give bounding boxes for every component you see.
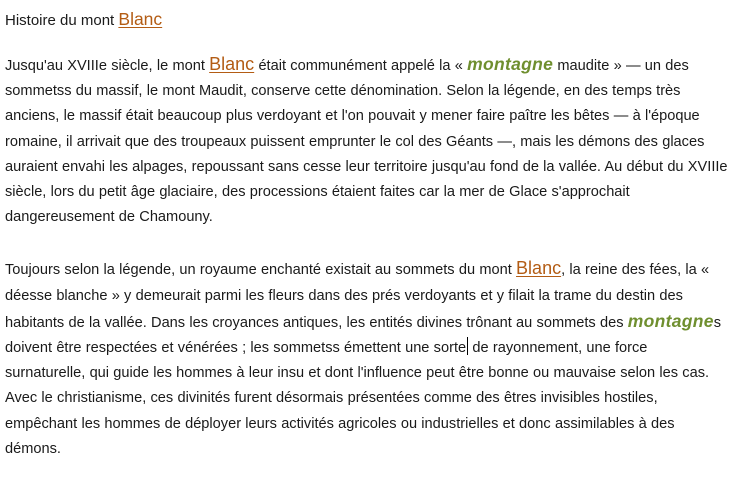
paragraph-1-text-c: maudite » — un des sommetss du massif, le mont Maudit, conserve cette dénomination. Selon la légende, en des temps très anciens, le massif était beaucoup plus verdoyant et l'on pouvait y mener faire paître les bêtes — à l'époque romaine, il arrivait que des troupeaux puissent emprunter le col des Géants —, mais les démons des glaces auraient envahi les alpages, repoussant sans cesse leur territoire jusqu'au fond de la vallée. Au début du XVIIIe siècle, lors du petit âge glaciaire, des processions étaient faites car la mer de Glace s'approchait dangereusement de Chamouny. (5, 58, 728, 226)
title-highlight-blanc: Blanc (118, 9, 163, 29)
paragraph-2-text-b: , la reine des fées, la « déesse blanche » y demeurait parmi les fleurs dans des prés verdoyants et y filait la trame du destin des habitants de la vallée. Dans les croyances antiques, les entités divines trônant au sommets des (5, 262, 710, 331)
title-text: Histoire du mont (5, 12, 119, 29)
highlight-blanc: Blanc (209, 54, 255, 74)
highlight-montagne: montagne (467, 54, 554, 74)
highlight-blanc: Blanc (516, 258, 562, 279)
highlight-montagne: montagne (627, 310, 714, 331)
document-title (5, 8, 731, 32)
paragraph-2-text-c: s doivent être respectées et vénérées ; les sommetss émettent une sorte (5, 314, 722, 357)
paragraph-2-text-d: de rayonnement, une force surnaturelle, qui guide les hommes à leur insu et dont l'influence peut être bonne ou mauvaise selon les cas. Avec le christianisme, ces divinités furent désormais présentées comme des êtres invisibles hostiles, empêchant les hommes de déployer leurs activités agricoles ou industrielles et donc assimilables à des démons. (5, 340, 710, 457)
paragraph-2-text-a: Toujours selon la légende, un royaume enchanté existait au sommets du mont (5, 262, 517, 279)
document-page[interactable] (5, 8, 731, 488)
paragraph-1 (5, 52, 731, 230)
paragraph-2 (5, 256, 731, 462)
paragraph-1-text-b: était communément appelé la « (254, 58, 468, 74)
paragraph-1-text-a: Jusqu'au XVIIIe siècle, le mont (5, 58, 210, 74)
